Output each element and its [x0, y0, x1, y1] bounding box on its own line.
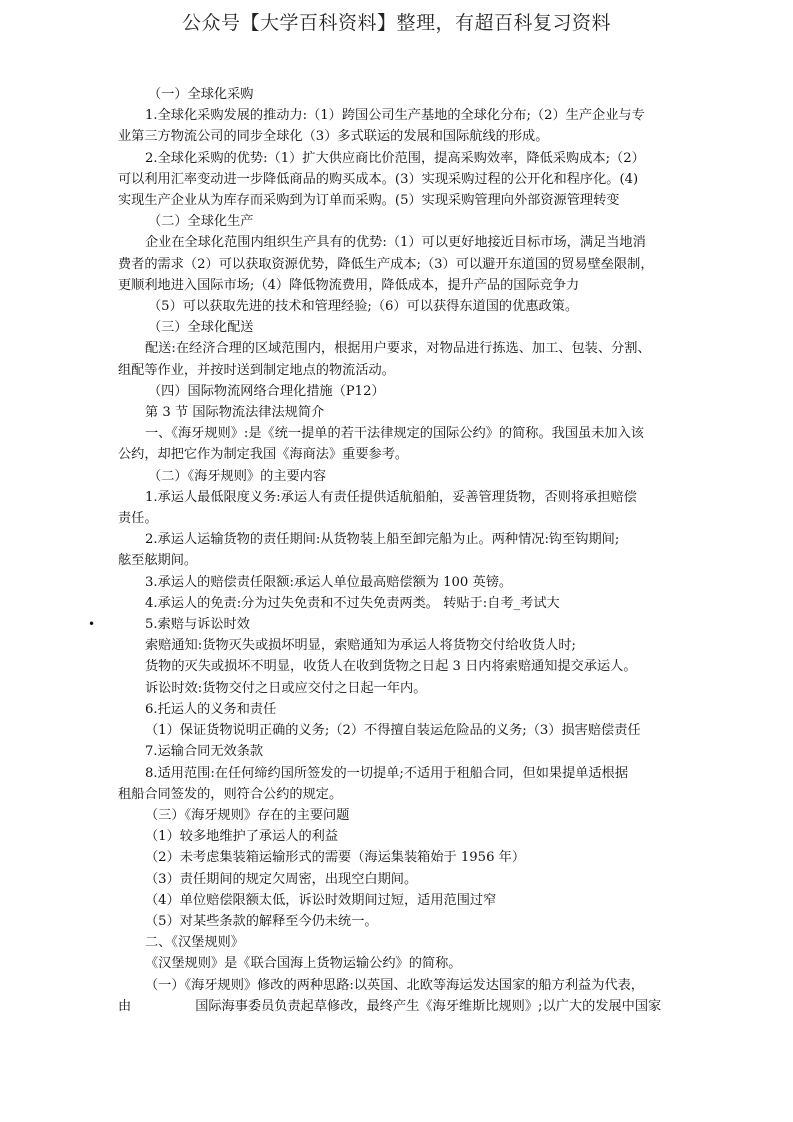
paragraph-line: 8.适用范围:在任何缔约国所签发的一切提单;不适用于租船合同，但如果提单适根据 — [145, 765, 629, 781]
paragraph-line: 配送:在经济合理的区域范围内，根据用户要求，对物品进行拣选、加工、包装、分割、 — [145, 341, 651, 357]
paragraph-line: （3）责任期间的规定欠周密，出现空白期间。 — [145, 871, 418, 887]
paragraph-line: （2）未考虑集装箱运输形式的需要（海运集装箱始于 1956 年） — [145, 850, 526, 866]
line-rest: 国际海事委员负责起草修改，最终产生《海牙维斯比规则》;以广大的发展中国家 — [195, 998, 662, 1014]
paragraph-line: 诉讼时效:货物交付之日或应交付之日起一年内。 — [145, 680, 427, 696]
paragraph-line: 索赔通知:货物灭失或损坏明显，索赔通知为承运人将货物交付给收货人时; — [145, 638, 576, 654]
bullet-text: 5.索赔与诉讼时效 — [145, 617, 250, 633]
paragraph-line: （1）保证货物说明正确的义务;（2）不得擅自装运危险品的义务;（3）损害赔偿责任 — [145, 723, 641, 739]
paragraph-line: 组配等作业，并按时送到制定地点的物流活动。 — [118, 362, 395, 378]
document-body — [88, 84, 683, 1017]
paragraph-line: 公约，却把它作为制定我国《海商法》重要参考。 — [118, 447, 409, 463]
paragraph-line: （5）对某些条款的解释至今仍未统一。 — [145, 913, 378, 929]
paragraph-line: 业第三方物流公司的同步全球化（3）多式联运的发展和国际航线的形成。 — [118, 129, 549, 145]
paragraph-line: 费者的需求（2）可以获取资源优势，降低生产成本;（3）可以避开东道国的贸易壁垒限制， — [118, 256, 654, 272]
paragraph-line — [118, 996, 683, 1017]
section-heading: 二、《汉堡规则》 — [145, 935, 244, 951]
paragraph-line: 6.托运人的义务和责任 — [145, 701, 277, 717]
paragraph-line: （4）单位赔偿限额太低，诉讼时效期间过短，适用范围过窄 — [145, 892, 497, 908]
paragraph-line: 1.全球化采购发展的推动力:（1）跨国公司生产基地的全球化分布;（2）生产企业与专 — [145, 108, 645, 124]
section-heading: （三）《海牙规则》存在的主要问题 — [145, 807, 350, 823]
paragraph-line: 租船合同签发的，则符合公约的规定。 — [118, 786, 343, 802]
paragraph-line: 实现生产企业从为库存而采购到为订单而采购。(5）实现采购管理向外部资源管理转变 — [118, 193, 620, 209]
section-heading: （四）国际物流网络合理化措施（P12） — [148, 383, 385, 399]
page-header: 公众号【大学百科资料】整理，有超百科复习资料 — [181, 12, 611, 34]
paragraph-line: 舷至舷期间。 — [118, 553, 198, 569]
paragraph-line: 7.运输合同无效条款 — [145, 744, 264, 760]
paragraph-line: 企业在全球化范围内组织生产具有的优势:（1）可以更好地接近目标市场，满足当地消 — [145, 235, 646, 251]
paragraph-line: 更顺利地进入国际市场;（4）降低物流费用，降低成本，提升产品的国际竞争力 — [118, 277, 580, 293]
section-heading: （一）全球化采购 — [148, 87, 254, 102]
paragraph-line: 一、《海牙规则》:是《统一提单的若干法律规定的国际公约》的简称。我国虽未加入该 — [145, 426, 644, 442]
paragraph-line: 4.承运人的免责:分为过失免责和不过失免责两类。 转贴于:自考_考试大 — [145, 595, 560, 611]
paragraph-line: 可以利用汇率变动进一步降低商品的购买成本。(3）实现采购过程的公开化和程序化。(4) — [118, 171, 639, 187]
paragraph-line: 货物的灭失或损坏不明显，收货人在收到货物之日起 3 日内将索赔通知提交承运人。 — [145, 659, 637, 675]
section-heading: 第 3 节 国际物流法律法规简介 — [145, 405, 325, 421]
line-lead: 由 — [118, 998, 132, 1014]
section-heading: （二）全球化生产 — [148, 214, 254, 230]
bulleted-line — [88, 614, 683, 635]
section-heading: （二）《海牙规则》的主要内容 — [148, 468, 327, 484]
section-heading: （三）全球化配送 — [148, 320, 254, 336]
paragraph-line: 1.承运人最低限度义务:承运人有责任提供适航船舶，妥善管理货物，否则将承担赔偿 — [145, 489, 637, 505]
paragraph-line: 2.承运人运输货物的责任期间:从货物装上船至卸完船为止。两种情况:钩至钩期间; — [145, 532, 620, 548]
paragraph-line: 3.承运人的赔偿责任限额:承运人单位最高赔偿额为 100 英镑。 — [145, 574, 513, 590]
paragraph-line: （1）较多地维护了承运人的利益 — [145, 829, 339, 845]
paragraph-line: 责任。 — [118, 511, 158, 527]
paragraph-line: 《汉堡规则》是《联合国海上货物运输公约》的简称。 — [145, 956, 462, 972]
paragraph-line: （5）可以获取先进的技术和管理经验;（6）可以获得东道国的优惠政策。 — [148, 299, 579, 315]
paragraph-line: （一）《海牙规则》修改的两种思路:以英国、北欧等海运发达国家的船方利益为代表， — [145, 977, 644, 993]
bullet-mark: • — [88, 617, 96, 632]
paragraph-line: 2.全球化采购的优势:（1）扩大供应商比价范围，提高采购效率，降低采购成本;（2） — [145, 150, 645, 166]
